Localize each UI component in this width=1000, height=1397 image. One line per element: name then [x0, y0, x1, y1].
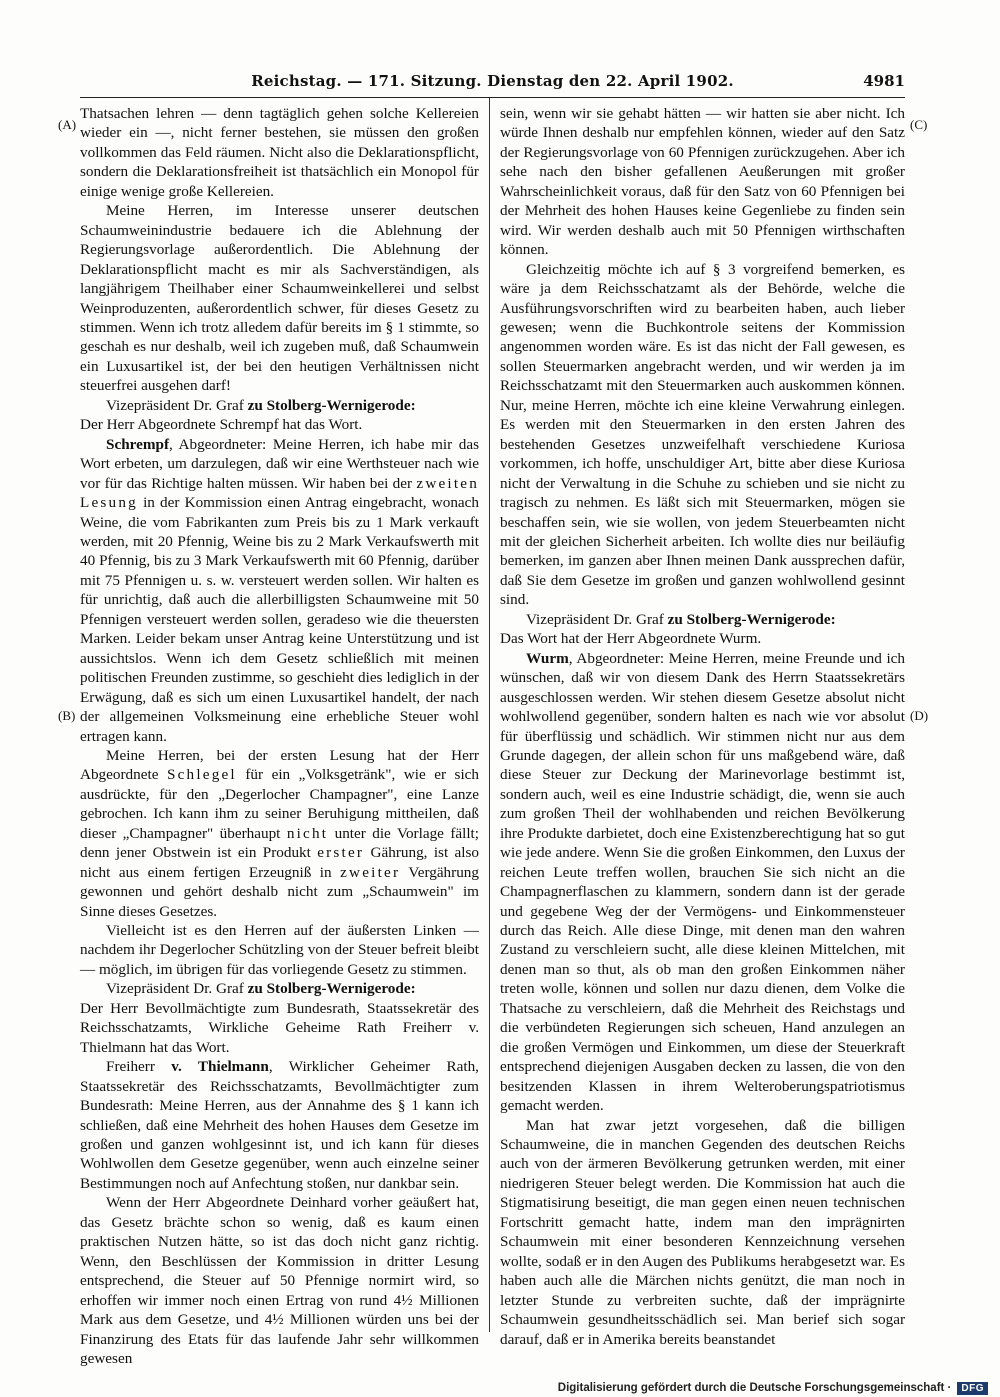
header-rule [80, 97, 905, 98]
chair-title: Vizepräsident Dr. Graf [106, 396, 248, 414]
paragraph: Gleichzeitig möchte ich auf § 3 vorgreifend bemerken, es wäre ja dem Reichsschatzamt als der Behörde, welche die Ausführungsvorschriften wird zu bearbeiten haben, auch lieber gewesen; wenn die Buchkontrole seitens der Kommission angenommen worden wäre. Es ist das nicht der Fall gewesen, es sollen Steuermarken angebracht werden, und wir werden ja im Reichsschatzamt mit den Steuermarken auch auskommen können. Nur, meine Herren, möchte ich eine kleine Verwahrung einlegen. Es werden mit den Steuermarken in den ersten Jahren des bestehenden Gesetzes unzweifelhaft verschiedene Kuriosa vorkommen, ich hoffe, unschuldiger Art, bitte aber diese Kuriosa nicht der Verwaltung in die Schuhe zu schieben und sie nicht zu tragisch zu nehmen. Es läßt sich mit Steuermarken, mögen sie beschaffen sein, wie sie wollen, von jedem Steuerbeamten nicht mit der gleichen Sicherheit arbeiten. Ich wollte dies nur beiläufig bemerken, im ganzen aber Ihnen meinen Dank aussprechen dafür, daß Sie dem Gesetze im großen und ganzen wohlwollend gesinnt sind. [500, 260, 905, 609]
margin-marker-b: (B) [58, 708, 76, 723]
speech-text: in der Kommission einen Antrag eingebracht, wonach Weine, die vom Fabrikanten zum Preis bis zu 1 Mark verkauft werden, mit 20 Pfennig, Weine bis zu 2 Mark Verkaufswerth mit 40 Pfennig, bis zu 3 Mark Verkaufswerth mit 60 Pfennig, darüber mit 75 Pfennigen u. s. w. versteuert werden sollen. Wir halten es für unrichtig, daß auch die allerbilligsten Schaumweine mit 50 Pfennigen versteuert werden sollen, geradeso wie die theuersten Marken. Leider bekam unser Antrag keine Unterstützung und ist aussichtslos. Wenn ich dem Gesetz schließlich mit meinen politischen Freunden zustimme, so geschieht dies lediglich in der Erwägung, daß es sich um einen Luxusartikel handelt, der nach der allgemeinen Volksmeinung eine erhebliche Steuer wohl ertragen kann. [80, 494, 479, 745]
spaced-emphasis: Schlegel [166, 766, 237, 784]
chair-remark [500, 610, 905, 629]
margin-marker-a: (A) [58, 117, 77, 132]
speaker-name: Schrempf [106, 435, 169, 453]
speaker-name: v. Thielmann [171, 1058, 269, 1076]
chair-remark [80, 396, 479, 415]
column-divider [489, 98, 490, 1332]
speech-text: , Abgeordneter: Meine Herren, ich habe mir das Wort erbeten, um darzulegen, daß wir eine Werthsteuer nach wie vor für das Richtige halten müssen. Wir haben bei der [80, 435, 479, 492]
speech-text: Gährung, ist also nicht aus einem fertigen Erzeugniß in [80, 844, 479, 881]
chair-name: zu Stolberg-Wernigerode: [667, 610, 836, 628]
spaced-emphasis: erster [317, 844, 365, 862]
speaker-title: Freiherr [106, 1058, 172, 1076]
chair-remark [80, 979, 479, 998]
paragraph: Meine Herren, im Interesse unserer deutschen Schaumweinindustrie bedauere ich die Ablehnung der Regierungsvorlage außerordentlich. Die Ablehnung der Deklarationspflicht macht es mir als Sachverständigen, als langjährigem Theilhaber einer Schaumweinkellerei und selbst Weinproduzenten, außerordentlich schwer, für dieses Gesetz zu stimmen. Wenn ich trotz alledem dafür bereits im § 1 stimmte, so geschah es nur deshalb, weil ich zugeben muß, daß Schaumwein ein Luxusartikel ist, der bei den heutigen Verhältnissen nicht steuerfrei ausgehen darf! [80, 202, 479, 395]
speech-paragraph: Man hat zwar jetzt vorgesehen, daß die billigen Schaumweine, die in manchen Gegenden des deutschen Reichs auch von der ärmeren Bevölkerung getrunken werden, mit einer niedrigeren Steuer belegt werden. Die Kommission hat auch die Stigmatisirung beseitigt, die man gegen einen neuen technischen Fortschritt gemacht hatte, indem man den imprägnirten Schaumwein mit einer besonderen Kennzeichnung versehen wollte, sodaß er in den Augen des Publikums herabgesetzt war. Es haben auch alle die Märchen nichts genützt, die man noch in letzter Stunde zu verbreiten suchte, daß der imprägnirte Schaumwein gesundheitsschädlich sei. Man berief sich sogar darauf, daß er in Amerika bereits beanstandet [500, 1116, 905, 1348]
paragraph: sein, wenn wir sie gehabt hätten — wir hatten sie aber nicht. Ich würde Ihnen deshalb nur empfehlen können, wieder auf den Satz der Regierungsvorlage von 60 Pfennigen zurückzugehen. Aber ich sehe nach den bisher gefallenen Aeußerungen mit großer Wahrscheinlichkeit voraus, daß für den Satz von 60 Pfennigen bei der Mehrheit des hohen Hauses keine Gegenliebe zu finden sein wird. Wir werden deshalb auch mit 50 Pfennigen wirthschaften können. [500, 105, 905, 259]
page-header [80, 72, 905, 96]
speech-text: , Abgeordneter: Meine Herren, meine Freunde und ich wünschen, daß wir von diesem Dank des Herrn Staatssekretärs ausgeschlossen werden. Wir stehen diesem Gesetze absolut nicht wohlwollend gegenüber, sondern halten es nach wie vor absolut für überflüssig und schädlich. Wir stimmen nicht nur aus dem Grunde dagegen, der allein schon für uns maßgebend wäre, daß diese Steuer zur Deckung der Marinevorlage bestimmt ist, sondern auch, weil es eine Industrie schädigt, die, wenn sie auch zum großen Theil der wohlhabenden und reichen Bevölkerung ihre Produkte darbietet, doch eine Existenzberechtigung hat so gut wie jede andere. Wenn Sie die großen Einkommen, den Luxus der reichen Leute treffen wollen, brauchen Sie sich nicht an die Champagnerflaschen zu klammern, sondern dann ist der gerade und gegebene Weg der der Vermögens- und Einkommensteuer durch das Reich. Alle diese Dinge, mit denen man den wahren Zustand zu verschleiern sucht, alle diese kleinen Mittelchen, mit denen man so thut, als ob man den großen Einkommen näher treten wolle, können und sollen nur dazu dienen, dem Volke die Thatsache zu verschleiern, daß die Mehrheit des Reichstags und die verbündeten Regierungen sich scheuen, Hand anzulegen an die großen Vermögen und Einkommen, um diese der Steuerkraft entsprechend diejenigen Ausgaben decken zu lassen, die von den besitzenden Klassen in ihrem Welteroberungspatriotismus gemacht werden. [500, 649, 905, 1115]
speech-paragraph [80, 1057, 479, 1193]
right-column [500, 104, 905, 1348]
speech-paragraph: Vielleicht ist es den Herren auf der äußersten Linken — nachdem ihr Degerlocher Schützling von der Steuer befreit bleibt — möglich, im übrigen für das vorliegende Gesetz zu stimmen. [80, 922, 479, 978]
spaced-emphasis: zweiter [340, 863, 401, 881]
chair-name: zu Stolberg-Wernigerode: [247, 396, 416, 414]
paragraph: Thatsachen lehren — denn tagtäglich gehen solche Kellereien wieder ein —, nicht ferner bestehen, sie müssen den großen vollkommen das Feld räumen. Nicht also die Deklarationspflicht, sondern die Deklarationsfreiheit ist thatsächlich ein Monopol für einige wenige große Kellereien. [80, 105, 479, 200]
page-number: 4981 [863, 72, 905, 90]
speech-paragraph: Wenn der Herr Abgeordnete Deinhard vorher geäußert hat, das Gesetz brächte schon so wenig, daß es kaum einen praktischen Nutzen hätte, so ist das doch nicht ganz richtig. Wenn, den Beschlüssen der Kommission in dritter Lesung entsprechend, die Steuer auf 50 Pfennige normirt wird, so erhoffen wir immer noch einen Ertrag von rund 4½ Millionen Mark aus dem Gesetze, und 4½ Millionen würden uns bei der Finanzirung des Etats für das laufende Jahr sehr willkommen gewesen [80, 1194, 479, 1367]
dfg-logo: DFG [957, 1382, 988, 1395]
speech-text: Vergährung gewonnen und gehört deshalb nicht zum „Schaumwein" im Sinne dieses Gesetzes. [80, 863, 479, 920]
left-column [80, 104, 480, 1367]
speech-text: , Wirklicher Geheimer Rath, Staatssekretär des Reichsschatzamts, Bevollmächtigter zum Bundesrath: Meine Herren, aus der Annahme des § 1 kann ich schließen, daß eine Mehrheit des hohen Hauses dem Gesetze im großen und ganzen wohlgesinnt ist, und ich kann für dieses Wohlwollen dem Gesetze gegenüber, wenn auch einzelne seiner Bestimmungen noch auf Anfechtung stoßen, nur dankbar sein. [80, 1058, 479, 1192]
chair-text: Das Wort hat der Herr Abgeordnete Wurm. [500, 630, 762, 648]
footer-text: Digitalisierung gefördert durch die Deutsche Forschungsgemeinschaft · [557, 1382, 952, 1394]
speech-paragraph [80, 435, 479, 746]
margin-marker-d: (D) [910, 708, 929, 723]
chair-title: Vizepräsident Dr. Graf [106, 980, 248, 998]
speech-text: Meine Herren, bei der ersten Lesung hat der Herr Abgeordnete [80, 746, 479, 784]
spaced-emphasis: nicht [286, 824, 329, 842]
spaced-emphasis: zweiten Lesung [80, 474, 479, 512]
speaker-name: Wurm [526, 649, 569, 667]
running-title: Reichstag. — 171. Sitzung. Dienstag den 22. April 1902. [251, 72, 734, 90]
speech-text: unter die Vorlage fällt; denn jener Obstwein ist ein Produkt [80, 824, 480, 862]
speech-paragraph [500, 649, 905, 1116]
speech-text: für ein „Volksgetränk", wie er sich ausdrückte, für den „Degerlocher Champagner", eine Lanze gebrochen. Ich kann ihm zu seiner Beruhigung mittheilen, daß dieser „Champagner" überhaupt [80, 766, 479, 842]
chair-name: zu Stolberg-Wernigerode: [247, 980, 416, 998]
margin-marker-c: (C) [910, 117, 928, 132]
chair-title: Vizepräsident Dr. Graf [526, 610, 668, 628]
chair-text: Der Herr Bevollmächtigte zum Bundesrath, Staatssekretär des Reichsschatzamts, Wirkliche Geheime Rath Freiherr v. Thielmann hat das Wort. [80, 999, 479, 1056]
chair-text: Der Herr Abgeordnete Schrempf hat das Wort. [80, 416, 363, 434]
digitization-footer [558, 1380, 988, 1396]
speech-paragraph [80, 746, 479, 921]
